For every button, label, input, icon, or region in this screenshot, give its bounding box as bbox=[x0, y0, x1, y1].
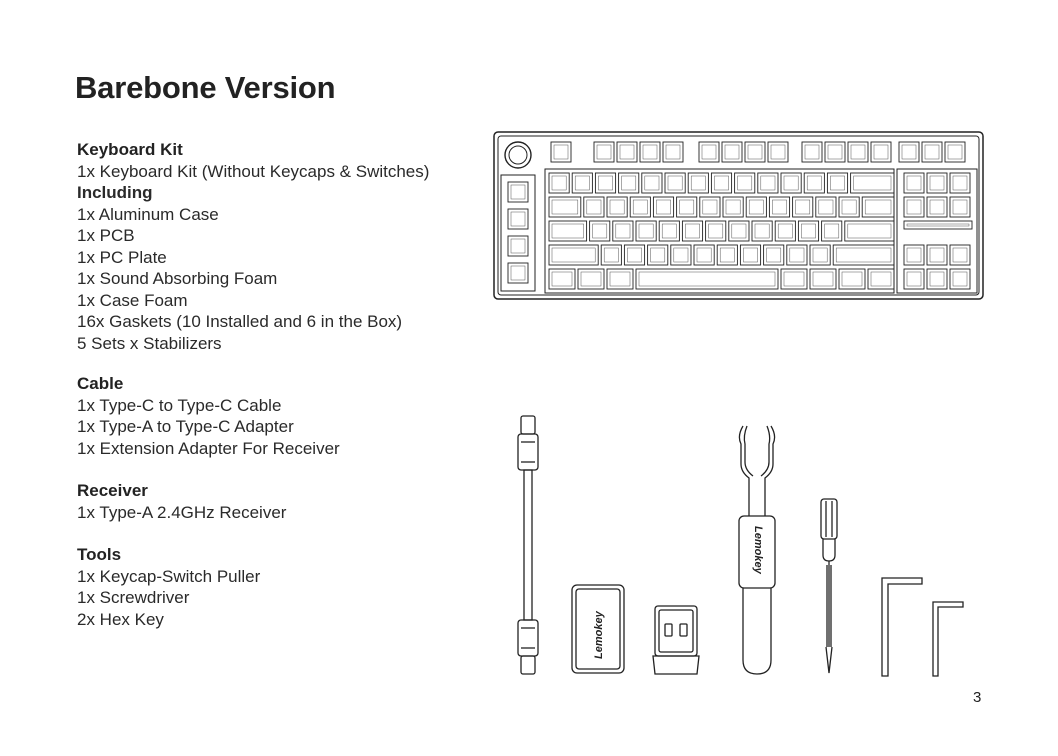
list-item: 1x Type-A to Type-C Adapter bbox=[77, 417, 294, 436]
adapter-brand-label: Lemokey bbox=[593, 611, 605, 659]
hex-key-small-illustration bbox=[929, 598, 967, 680]
page-number: 3 bbox=[973, 689, 982, 706]
list-item: 1x Aluminum Case bbox=[77, 204, 219, 224]
section-heading-keyboard-kit: Keyboard Kit bbox=[77, 140, 183, 159]
list-item: 1x PC Plate bbox=[77, 247, 167, 267]
puller-brand-label: Lemokey bbox=[752, 526, 764, 574]
list-item: 16x Gaskets (10 Installed and 6 in the Box) bbox=[77, 312, 403, 331]
section-heading-cable: Cable bbox=[77, 374, 124, 393]
type-c-cable-illustration bbox=[506, 414, 550, 684]
kit-main-line: 1x Keyboard Kit (Without Keycaps & Switches) bbox=[77, 161, 430, 181]
section-receiver bbox=[77, 480, 286, 523]
list-item: 1x Extension Adapter For Receiver bbox=[77, 438, 340, 458]
list-item: 5 Sets x Stabilizers bbox=[77, 333, 222, 353]
extension-adapter-illustration bbox=[570, 583, 628, 677]
list-item: 1x Screwdriver bbox=[77, 588, 190, 607]
screwdriver-illustration bbox=[816, 497, 842, 679]
including-label: Including bbox=[77, 183, 153, 202]
list-item: 1x Sound Absorbing Foam bbox=[77, 269, 278, 288]
list-item: 1x Type-A 2.4GHz Receiver bbox=[77, 502, 287, 522]
list-item: 1x Case Foam bbox=[77, 290, 188, 310]
list-item: 1x Keycap-Switch Puller bbox=[77, 566, 261, 586]
keyboard-case bbox=[494, 132, 983, 299]
keyboard-illustration bbox=[493, 131, 985, 301]
section-cable bbox=[77, 373, 340, 459]
hex-key-large-illustration bbox=[878, 574, 926, 680]
page-title: Barebone Version bbox=[75, 70, 336, 105]
list-item: 2x Hex Key bbox=[77, 609, 164, 629]
section-keyboard-kit bbox=[77, 139, 429, 354]
list-item: 1x PCB bbox=[77, 226, 135, 245]
list-item: 1x Type-C to Type-C Cable bbox=[77, 395, 282, 415]
section-heading-tools: Tools bbox=[77, 545, 122, 564]
section-tools bbox=[77, 544, 260, 630]
keycap-switch-puller-illustration bbox=[731, 424, 783, 680]
usb-receiver-illustration bbox=[651, 604, 701, 678]
section-heading-receiver: Receiver bbox=[77, 481, 148, 500]
